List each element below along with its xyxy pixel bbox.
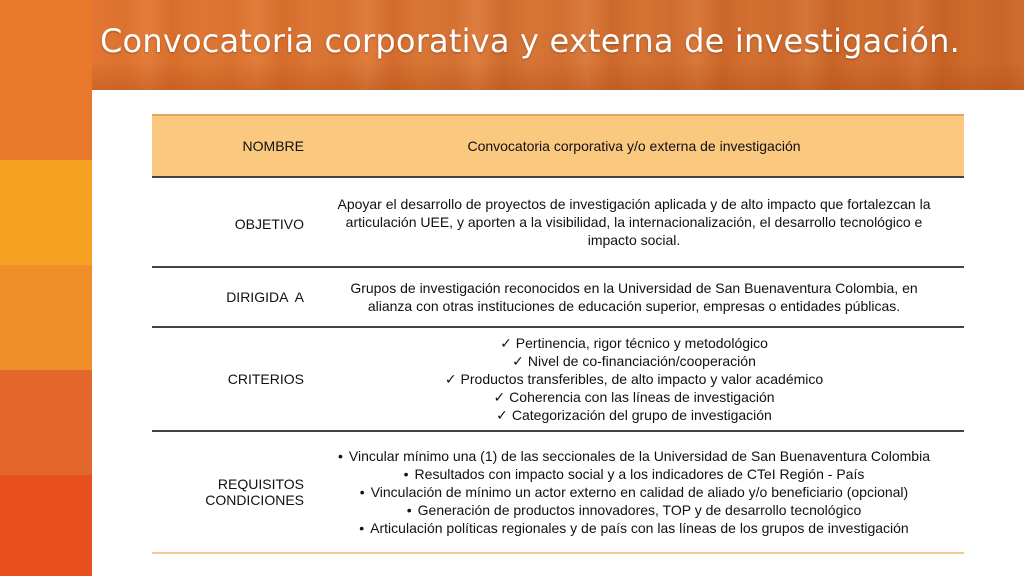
sidebar-stripe — [0, 0, 92, 160]
requirement-item — [304, 501, 964, 519]
criteria-item — [304, 406, 964, 424]
requirement-text: Articulación políticas regionales y de país con las líneas de los grupos de investigación — [370, 520, 909, 536]
row-value — [304, 267, 964, 327]
row-value — [304, 115, 964, 177]
page-title: Convocatoria corporativa y externa de investigación. — [100, 22, 960, 60]
label-line: REQUISITOS — [217, 476, 304, 492]
criteria-text: Coherencia con las líneas de investigación — [509, 389, 775, 405]
banner-shade — [92, 60, 1024, 90]
sidebar-stripe — [0, 475, 92, 576]
row-value — [304, 327, 964, 431]
row-label — [152, 431, 304, 553]
bullet-icon: • — [406, 502, 412, 518]
bullet-icon: • — [359, 484, 365, 500]
row-value — [304, 431, 964, 553]
criteria-text: Productos transferibles, de alto impacto y valor académico — [460, 371, 824, 387]
value-line: Convocatoria corporativa y/o externa de investigación — [467, 138, 801, 154]
criteria-text: Nivel de co-financiación/cooperación — [527, 353, 756, 369]
requirement-item — [304, 465, 964, 483]
value-line: Grupos de investigación reconocidos en la Universidad de San Buenaventura Colombia, en — [350, 280, 918, 296]
row-label: DIRIGIDA A — [226, 289, 304, 305]
bullet-icon: • — [338, 448, 343, 464]
requirement-text: Resultados con impacto social y a los indicadores de CTeI Región - País — [414, 466, 865, 482]
table-row-requisitos — [152, 431, 964, 553]
requirement-text: Vinculación de mínimo un actor externo en calidad de aliado y/o beneficiario (opcional) — [370, 484, 909, 500]
sidebar-stripe — [0, 160, 92, 265]
checkmark-icon: ✓ — [500, 335, 512, 351]
bullet-icon: • — [359, 520, 365, 536]
value-line: impacto social. — [587, 232, 681, 248]
info-table — [152, 114, 964, 554]
checkmark-icon: ✓ — [496, 407, 508, 423]
requirement-item — [304, 519, 964, 537]
requirement-item — [304, 447, 964, 465]
criteria-item — [304, 370, 964, 388]
row-label: NOMBRE — [152, 115, 304, 177]
sidebar-stripe — [0, 370, 92, 475]
row-label: CRITERIOS — [227, 371, 304, 387]
table-row-objetivo — [152, 177, 964, 267]
checkmark-icon: ✓ — [512, 353, 524, 369]
criteria-item — [304, 352, 964, 370]
requirement-text: Vincular mínimo una (1) de las seccionales de la Universidad de San Buenaventura Colombia — [348, 448, 930, 464]
criteria-item — [304, 334, 964, 352]
table-row-criterios — [152, 327, 964, 431]
bullet-icon: • — [403, 466, 409, 482]
decorative-sidebar — [0, 0, 92, 576]
criteria-text: Categorización del grupo de investigación — [511, 407, 772, 423]
requirement-text: Generación de productos innovadores, TOP y de desarrollo tecnológico — [417, 502, 862, 518]
value-line: articulación UEE, y aporten a la visibilidad, la internacionalización, el desarrollo tecnológico e — [345, 214, 923, 230]
label-line: CONDICIONES — [205, 492, 304, 508]
requirement-item — [304, 483, 964, 501]
criteria-item — [304, 388, 964, 406]
criteria-text: Pertinencia, rigor técnico y metodológico — [515, 335, 768, 351]
value-line: Apoyar el desarrollo de proyectos de investigación aplicada y de alto impacto que fortalezcan la — [337, 196, 931, 212]
row-value — [304, 177, 964, 267]
checkmark-icon: ✓ — [444, 371, 457, 387]
checkmark-icon: ✓ — [493, 389, 506, 405]
value-line: alianza con otras instituciones de educación superior, empresas o entidades públicas. — [367, 298, 901, 314]
sidebar-stripe — [0, 265, 92, 370]
row-label: OBJETIVO — [234, 216, 304, 232]
table-row-dirigida — [152, 267, 964, 327]
table-row-nombre — [152, 115, 964, 177]
